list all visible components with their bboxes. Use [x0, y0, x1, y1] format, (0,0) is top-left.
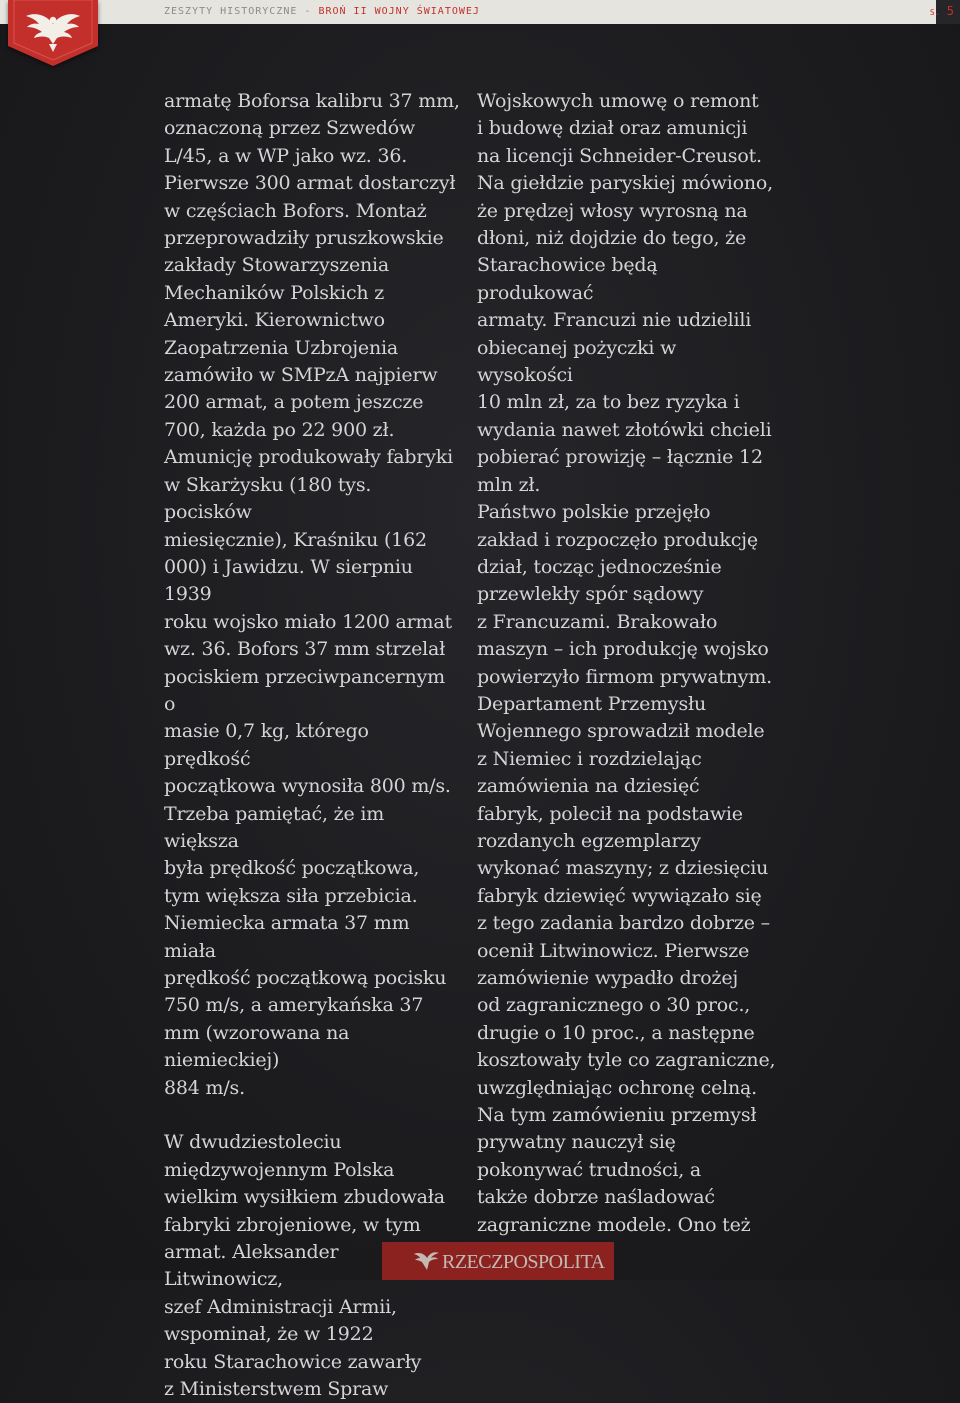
page-number-prefix: S. [929, 8, 940, 17]
text-line: początkowa wynosiła 800 m/s. [164, 775, 451, 798]
text-line: Pierwsze 300 armat dostarczył [164, 172, 456, 195]
text-line: armaty. Francuzi nie udzielili [477, 309, 752, 332]
text-line: pobierać prowizję – łącznie 12 [477, 446, 763, 469]
text-line: mln zł. [477, 473, 541, 496]
text-line: zakład i rozpoczęło produkcję [477, 528, 758, 551]
eagle-icon [412, 1248, 442, 1276]
text-line: Wojskowych umowę o remont [477, 90, 759, 112]
text-line: w częściach Bofors. Montaż [164, 199, 427, 222]
text-line: przeprowadziły pruszkowskie [164, 227, 444, 250]
text-line: maszyn – ich produkcję wojsko [477, 638, 769, 661]
text-line: była prędkość początkowa, [164, 857, 420, 880]
text-line: z Niemiec i rozdzielając [477, 747, 702, 770]
text-line: powierzyło firmom prywatnym. [477, 665, 772, 688]
text-line: na licencji Schneider-Creusot. [477, 144, 762, 167]
text-line: zagraniczne modele. Ono też [477, 1213, 751, 1236]
page-number [930, 4, 954, 18]
text-line: międzywojennym Polska [164, 1158, 395, 1181]
text-line: przewlekły spór sądowy [477, 583, 704, 606]
text-line: Trzeba pamiętać, że im większa [164, 802, 385, 852]
text-line: fabryki zbrojeniowe, w tym [164, 1213, 421, 1236]
text-line: drugie o 10 proc., a następne [477, 1021, 755, 1044]
text-line: 884 m/s. [164, 1076, 245, 1099]
text-line: Starachowice będą produkować [477, 254, 658, 304]
left-column [164, 88, 460, 1403]
text-line: wykonać maszyny; z dziesięciu [477, 857, 769, 880]
text-line: armat. Aleksander Litwinowicz, [164, 1241, 339, 1291]
text-line: Na tym zamówieniu przemysł [477, 1104, 757, 1127]
text-line: wydania nawet złotówki chcieli [477, 418, 772, 441]
text-line: dłoni, niż dojdzie do tego, że [477, 227, 746, 250]
text-line: 200 armat, a potem jeszcze [164, 391, 424, 414]
text-line: L/45, a w WP jako wz. 36. [164, 144, 408, 167]
text-line: rozdanych egzemplarzy [477, 829, 701, 852]
text-line: zamówienie wypadło drożej [477, 967, 739, 989]
text-line: prywatny nauczył się [477, 1131, 676, 1154]
text-line: pociskiem przeciwpancernym o [164, 665, 445, 715]
text-line: także dobrze naśladować [477, 1186, 715, 1209]
series-title-accent: BROŃ II WOJNY ŚWIATOWEJ [318, 6, 480, 17]
text-line: obiecanej pożyczki w wysokości [477, 336, 677, 387]
text-line: W dwudziestoleciu [164, 1131, 342, 1154]
text-line: wspominał, że w 1922 [164, 1323, 374, 1346]
text-line: Mechaników Polskich z [164, 281, 385, 304]
text-line: roku Starachowice zawarły [164, 1350, 422, 1373]
text-line: masie 0,7 kg, którego prędkość [164, 720, 369, 770]
text-line: Wojennego sprowadził modele [477, 720, 765, 743]
text-line: kosztowały tyle co zagraniczne, [477, 1049, 776, 1072]
right-column [477, 88, 777, 1239]
text-line: 10 mln zł, za to bez ryzyka i [477, 391, 740, 414]
text-line: roku wojsko miało 1200 armat [164, 610, 452, 633]
text-line: że prędzej włosy wyrosną na [477, 199, 748, 222]
text-line: ocenił Litwinowicz. Pierwsze [477, 939, 750, 962]
text-line: pokonywać trudności, a [477, 1158, 702, 1181]
text-line: fabryk, polecił na podstawie [477, 802, 743, 825]
text-line: Niemiecka armata 37 mm miała [164, 912, 410, 962]
text-line: oznaczoną przez Szwedów [164, 117, 416, 140]
header-bar [0, 0, 960, 24]
text-line: wz. 36. Bofors 37 mm strzelał [164, 638, 446, 661]
text-line: 750 m/s, a amerykańska 37 [164, 994, 424, 1017]
footer-logo-text: RZECZPOSPOLITA [442, 1251, 605, 1273]
text-line: mm (wzorowana na niemieckiej) [164, 1021, 350, 1072]
series-title-main: ZESZYTY HISTORYCZNE - [164, 6, 319, 17]
text-line: zamówiło w SMPzA najpierw [164, 364, 438, 387]
text-line: zakłady Stowarzyszenia [164, 254, 390, 277]
text-line: Ameryki. Kierownictwo [164, 309, 385, 332]
text-line: prędkość początkową pocisku [164, 967, 447, 989]
text-line: uwzględniając ochronę celną. [477, 1076, 758, 1099]
text-line: z tego zadania bardzo dobrze – [477, 912, 770, 935]
footer-logo [382, 1242, 614, 1280]
text-line: i budowę dział oraz amunicji [477, 117, 748, 140]
text-line: Amunicję produkowały fabryki [164, 446, 453, 469]
text-line: wielkim wysiłkiem zbudowała [164, 1186, 445, 1209]
text-line: tym większa siła przebicia. [164, 884, 418, 907]
series-title [164, 6, 480, 17]
paragraph-gap [164, 1102, 460, 1129]
text-line: 000) i Jawidzu. W sierpniu 1939 [164, 555, 413, 606]
text-line: armatę Boforsa kalibru 37 mm, [164, 90, 460, 112]
page-number-value: 5 [946, 4, 954, 18]
eagle-icon [8, 0, 98, 66]
text-line: z Francuzami. Brakowało [477, 610, 718, 633]
text-line: Zaopatrzenia Uzbrojenia [164, 336, 398, 359]
text-line: zamówienia na dziesięć [477, 775, 700, 798]
text-line: od zagranicznego o 30 proc., [477, 994, 751, 1017]
text-line: fabryk dziewięć wywiązało się [477, 884, 762, 907]
text-line: miesięcznie), Kraśniku (162 [164, 528, 427, 551]
text-line: dział, tocząc jednocześnie [477, 555, 722, 578]
text-line: Państwo polskie przejęło [477, 501, 711, 524]
text-line: z Ministerstwem Spraw [164, 1378, 389, 1401]
text-line: 700, każda po 22 900 zł. [164, 418, 395, 441]
text-line: Departament Przemysłu [477, 692, 707, 715]
text-line: Na giełdzie paryskiej mówiono, [477, 172, 773, 195]
text-line: w Skarżysku (180 tys. pocisków [164, 473, 372, 524]
text-line: szef Administracji Armii, [164, 1295, 397, 1318]
